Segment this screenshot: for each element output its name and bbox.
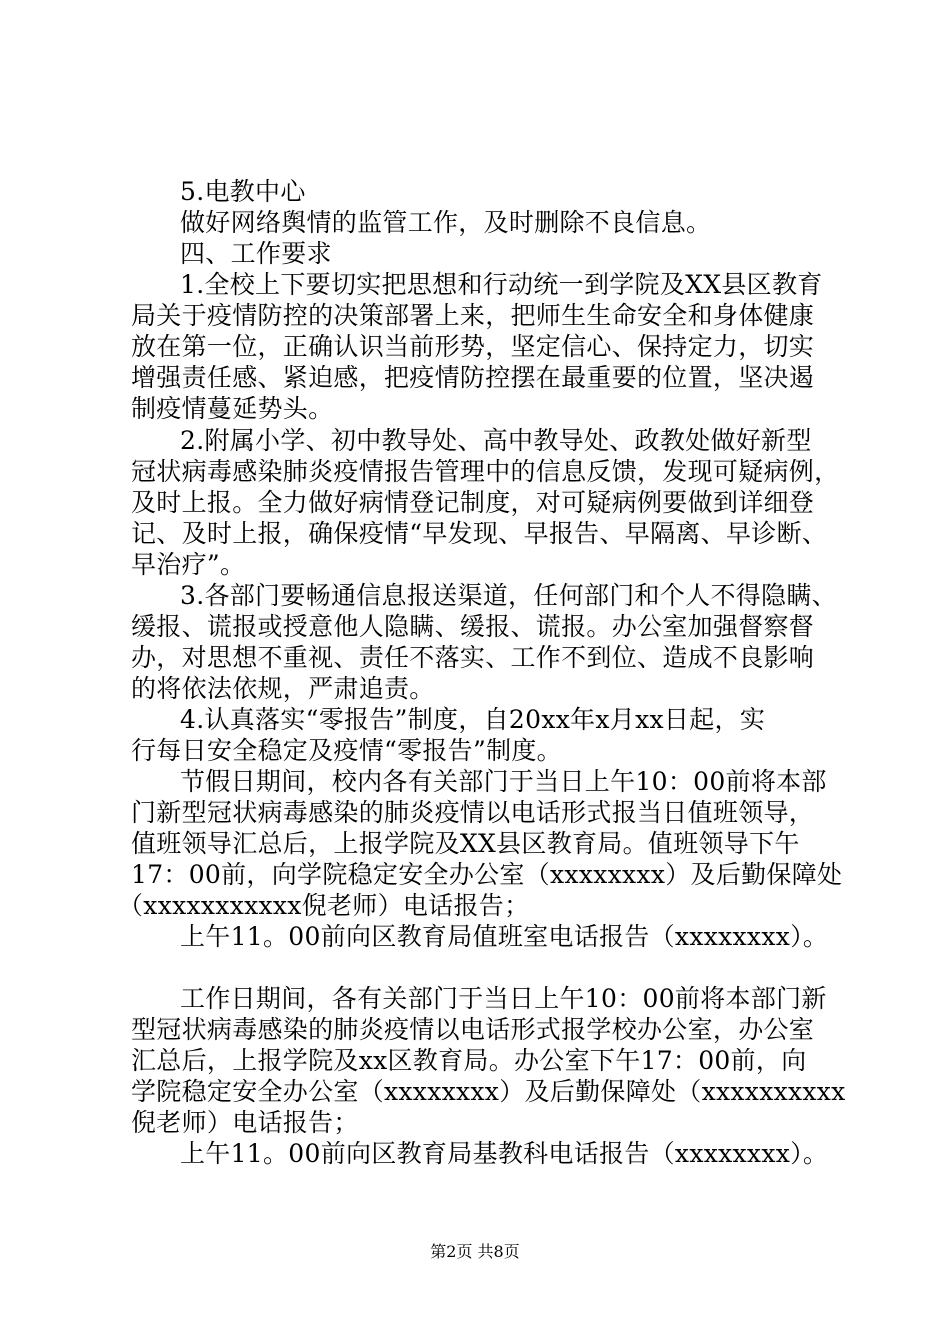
paragraph-line: 增强责任感、紧迫感，把疫情防控摆在最重要的位置，坚决遏 [131, 363, 815, 392]
paragraph-line: 倪老师）电话报告； [131, 1108, 359, 1137]
paragraph-line: 局关于疫情防控的决策部署上来，把师生生命安全和身体健康 [131, 301, 815, 330]
page-number-footer: 第2页 共8页 [430, 1242, 520, 1261]
paragraph-line: 记、及时上报，确保疫情“早发现、早报告、早隔离、早诊断、 [131, 519, 828, 548]
paragraph-line: 门新型冠状病毒感染的肺炎疫情以电话形式报当日值班领导， [131, 798, 815, 827]
paragraph-line: 3.各部门要畅通信息报送渠道，任何部门和个人不得隐瞒、 [180, 581, 837, 610]
paragraph-line: 办，对思想不重视、责任不落实、工作不到位、造成不良影响 [131, 643, 815, 672]
paragraph-line: 的将依法依规，严肃追责。 [131, 674, 435, 703]
paragraph-line: 上午11。00前向区教育局基教科电话报告（xxxxxxxx）。 [180, 1139, 829, 1168]
paragraph-line: 制疫情蔓延势头。 [131, 394, 334, 423]
paragraph-line: 节假日期间，校内各有关部门于当日上午10：00前将本部 [180, 767, 827, 796]
paragraph-line: 17：00前，向学院稳定安全办公室（xxxxxxxx）及后勤保障处 [131, 860, 843, 889]
paragraph-line: 缓报、谎报或授意他人隐瞒、缓报、谎报。办公室加强督察督 [131, 612, 815, 641]
paragraph-line: 4.认真落实“零报告”制度，自20xx年x月xx日起，实 [180, 705, 766, 734]
paragraph-line: 放在第一位，正确认识当前形势，坚定信心、保持定力，切实 [131, 332, 815, 361]
paragraph-line: 工作日期间，各有关部门于当日上午10：00前将本部门新 [180, 984, 827, 1013]
paragraph-line: 上午11。00前向区教育局值班室电话报告（xxxxxxxx）。 [180, 922, 829, 951]
paragraph-line: 汇总后，上报学院及xx区教育局。办公室下午17：00前，向 [131, 1046, 807, 1075]
paragraph-line: 及时上报。全力做好病情登记制度，对可疑病例要做到详细登 [131, 488, 815, 517]
paragraph-line: 1.全校上下要切实把思想和行动统一到学院及XX县区教育 [180, 270, 823, 299]
paragraph-line: 型冠状病毒感染的肺炎疫情以电话形式报学校办公室，办公室 [131, 1015, 815, 1044]
section-heading: 四、工作要求 [180, 239, 332, 268]
paragraph-line: 2.附属小学、初中教导处、高中教导处、政教处做好新型 [180, 426, 812, 455]
paragraph-line: 值班领导汇总后，上报学院及XX县区教育局。值班领导下午 [131, 829, 800, 858]
paragraph-line: 做好网络舆情的监管工作，及时删除不良信息。 [180, 208, 712, 237]
section-heading: 5.电教中心 [180, 177, 306, 206]
paragraph-line: 学院稳定安全办公室（xxxxxxxx）及后勤保障处（xxxxxxxxxx [131, 1077, 846, 1106]
paragraph-line: 早治疗”。 [131, 550, 246, 579]
paragraph-line: （xxxxxxxxxxx倪老师）电话报告； [118, 891, 530, 920]
paragraph-line: 行每日安全稳定及疫情“零报告”制度。 [131, 736, 562, 765]
paragraph-line: 冠状病毒感染肺炎疫情报告管理中的信息反馈，发现可疑病例， [131, 457, 840, 486]
